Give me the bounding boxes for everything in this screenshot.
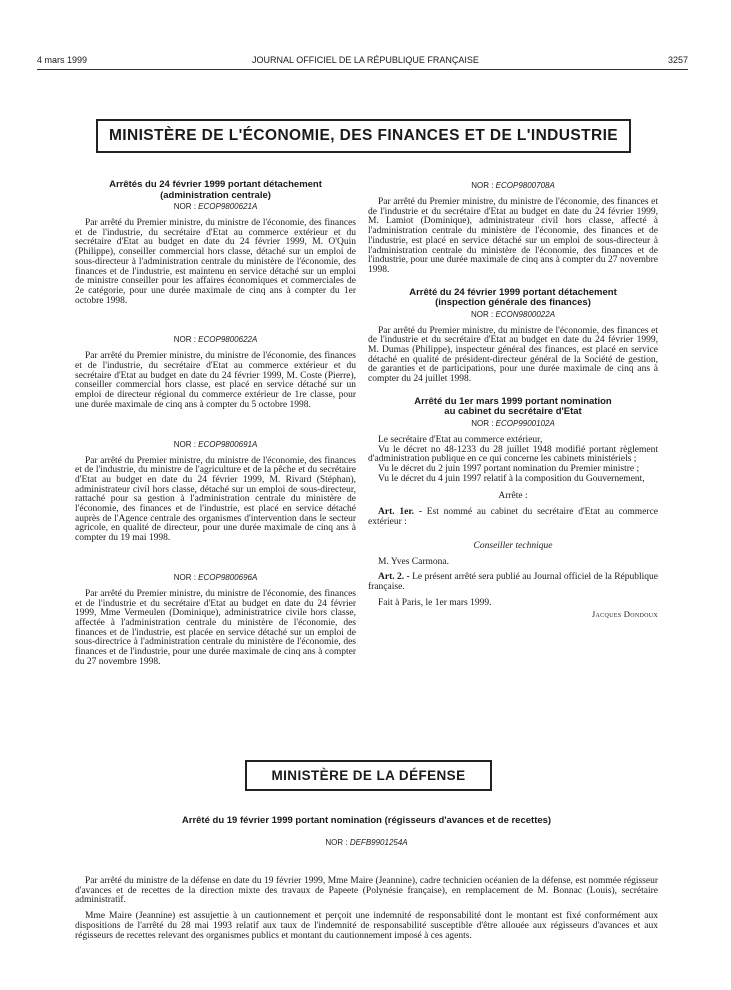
section-title-line-2: (inspection générale des finances) <box>435 297 591 309</box>
header-date: 4 mars 1999 <box>37 55 88 65</box>
nor-code: ECON9800022A <box>495 309 556 319</box>
appointed-person: M. Yves Carmona. <box>378 556 449 567</box>
nor-label: NOR : <box>470 309 494 319</box>
decree-paragraph: Par arrêté du Premier ministre, du ministre de l'économie, des finances et de l'industrie et du secrétaire d'Etat au budget en date du 24 février 1999, M. Dumas (Philippe), inspecteur général des finances, est placé en service détaché en qualité de président-directeur général de la Société de gestion, de garanties et de participations, pour une durée maximale de cinq ans à compter du 24 juillet 1998. <box>368 325 658 385</box>
ministry-economie-heading: MINISTÈRE DE L'ÉCONOMIE, DES FINANCES ET DE L'INDUSTRIE <box>96 119 631 153</box>
nor-label: NOR : <box>173 335 196 345</box>
nor-label: NOR : <box>471 181 494 190</box>
defense-section-title: Arrêté du 19 février 1999 portant nomination (régisseurs d'avances et de recettes) <box>181 815 552 826</box>
visa-line: Le secrétaire d'Etat au commerce extérieur, <box>378 434 543 445</box>
nor-reference <box>75 439 356 451</box>
decree-paragraph: Mme Maire (Jeannine) est assujettie à un cautionnement et perçoit une indemnité de responsabilité dont le montant est fixé conformément aux dispositions de l'arrêté du 28 mai 1993 relatif aux taux de l'indemnité de responsabilité susceptible d'être allouée aux régisseurs d'avances et aux régisseurs de recettes relevant des organismes publics et montant du cautionnement imposé à ces agents. <box>75 911 658 941</box>
visa-line: Vu le décret du 4 juin 1997 relatif à la composition du Gouvernement, <box>378 473 645 484</box>
nor-code: ECOP9800708A <box>495 181 555 190</box>
signing-place-date: Fait à Paris, le 1er mars 1999. <box>378 597 492 608</box>
visa-line: Vu le décret du 2 juin 1997 portant nomination du Premier ministre ; <box>378 463 640 474</box>
nor-reference <box>368 418 658 430</box>
nor-reference <box>75 837 658 849</box>
right-column <box>368 180 658 619</box>
section-title <box>368 397 658 418</box>
appointed-role: Conseiller technique <box>473 540 553 551</box>
signature: Jacques Dondoux <box>591 608 658 619</box>
decree-paragraph: Par arrêté du Premier ministre, du ministre de l'économie, des finances et de l'industrie, du secrétaire d'Etat au commerce extérieur et du secrétaire d'Etat au budget en date du 24 février 1999, M. Coste (Pierre), conseiller commercial hors classe, est placé en service détaché sur un emploi de directeur régional du commerce extérieur de 1re classe, pour une durée maximale de cinq ans à compter du 5 octobre 1998. <box>75 351 356 410</box>
article-2 <box>368 573 658 592</box>
nor-reference <box>75 201 356 213</box>
article-1-label: Art. 1er. - <box>378 507 422 518</box>
nor-label: NOR : <box>173 202 196 211</box>
header-rule <box>37 69 688 70</box>
arrete-heading: Arrête : <box>498 491 528 502</box>
section-title <box>368 288 658 309</box>
nor-code: ECOP9800691A <box>198 439 258 449</box>
article-1 <box>368 508 658 527</box>
nor-reference <box>368 180 658 192</box>
decree-paragraph: Par arrêté du Premier ministre, du ministre de l'économie, des finances et de l'industrie, du secrétaire d'Etat au commerce extérieur et du secrétaire d'Etat au budget en date du 24 février 1999, M. O'Quin (Philippe), conseiller commercial hors classe, détaché sur un emploi de sous-directeur à l'administration centrale du ministère de l'économie, des finances et de l'industrie, est maintenu en service détaché sur un emploi de ministre conseiller pour les affaires économiques et commerciales de 2e catégorie, pour une durée maximale de cinq ans à compter du 1er octobre 1998. <box>75 218 356 306</box>
section-title-line-2: (administration centrale) <box>160 189 271 201</box>
nor-label: NOR : <box>325 838 348 847</box>
nor-code: DEFB9901254A <box>349 838 408 847</box>
nor-code: ECOP9800622A <box>198 335 258 345</box>
nor-code: ECOP9900102A <box>495 418 555 428</box>
decree-paragraph: Par arrêté du Premier ministre, du ministre de l'économie, des finances et de l'industrie et du secrétaire d'Etat au budget en date du 24 février 1999, Mme Vermeulen (Dominique), administratrice civile hors classe, affectée à l'administration centrale du ministère de l'économie, des finances et de l'industrie, est placée en service détaché sur un emploi de sous-directrice à l'administration centrale du ministère de l'économie, des finances et de l'industrie, pour une durée maximale de cinq ans à compter du 27 novembre 1998. <box>75 588 356 667</box>
section-title <box>75 180 356 201</box>
defense-body <box>75 877 658 941</box>
nor-reference <box>75 334 356 346</box>
section-title-line-2: au cabinet du secrétaire d'Etat <box>444 406 582 418</box>
section-title-line-1: Arrêté du 24 février 1999 portant détachement <box>409 286 617 298</box>
header-journal-title: JOURNAL OFFICIEL DE LA RÉPUBLIQUE FRANÇAISE <box>252 55 479 65</box>
nor-label: NOR : <box>173 439 196 449</box>
header-page-number: 3257 <box>667 55 688 65</box>
nor-reference <box>75 572 356 584</box>
article-2-label: Art. 2. - <box>378 572 410 583</box>
left-column <box>75 180 356 668</box>
section-title-line-1: Arrêté du 1er mars 1999 portant nomination <box>414 395 612 407</box>
nor-code: ECOP9800621A <box>198 202 258 211</box>
visa-line: Vu le décret no 48-1233 du 28 juillet 1948 modifié portant règlement d'administration publique en ce qui concerne les cabinets ministériels ; <box>368 444 658 465</box>
nor-reference <box>368 309 658 321</box>
nor-label: NOR : <box>173 572 196 582</box>
nor-code: ECOP9800696A <box>198 572 258 582</box>
decree-paragraph: Par arrêté du ministre de la défense en date du 19 février 1999, Mme Maire (Jeannine), cadre technicien océanien de la défense, est nommée régisseur d'avances et de recettes de la direction mixte des travaux de Papeete (Polynésie française), en remplacement de M. Bonnac (Louis), secrétaire administratif. <box>75 876 658 906</box>
decree-paragraph: Par arrêté du Premier ministre, du ministre de l'économie, des finances et de l'industrie, du ministre de l'agriculture et de la pêche et du secrétaire d'Etat au budget en date du 24 février 1999, M. Rivard (Stéphan), administrateur civil hors classe, détaché sur un emploi de sous-directeur, rattaché pour sa gestion à l'administration centrale du ministère de l'économie, des finances et de l'industrie, est placé en service détaché auprès de l'Agence centrale des organismes d'intervention dans le secteur agricole, en qualité de directeur, pour une durée maximale de cinq ans à compter du 19 mai 1998. <box>75 455 356 544</box>
ministry-defense-heading: MINISTÈRE DE LA DÉFENSE <box>245 760 492 791</box>
section-title-line-1: Arrêtés du 24 février 1999 portant détachement <box>109 179 322 190</box>
decree-paragraph: Par arrêté du Premier ministre, du ministre de l'économie, des finances et de l'industrie et du secrétaire d'Etat au budget en date du 24 février 1999, M. Lamiot (Dominique), administrateur civil hors classe, affecté à l'administration centrale du ministère de l'économie, des finances et de l'industrie, est placé en service détaché sur un emploi de sous-directeur à l'administration centrale du ministère de l'économie, des finances et de l'industrie, pour une durée maximale de cinq ans à compter du 27 novembre 1998. <box>368 197 658 275</box>
nor-label: NOR : <box>471 418 494 428</box>
article-2-text: Le présent arrêté sera publié au Journal officiel de la République française. <box>368 572 659 593</box>
article-1-text: Est nommé au cabinet du secrétaire d'Etat au commerce extérieur : <box>368 507 659 528</box>
